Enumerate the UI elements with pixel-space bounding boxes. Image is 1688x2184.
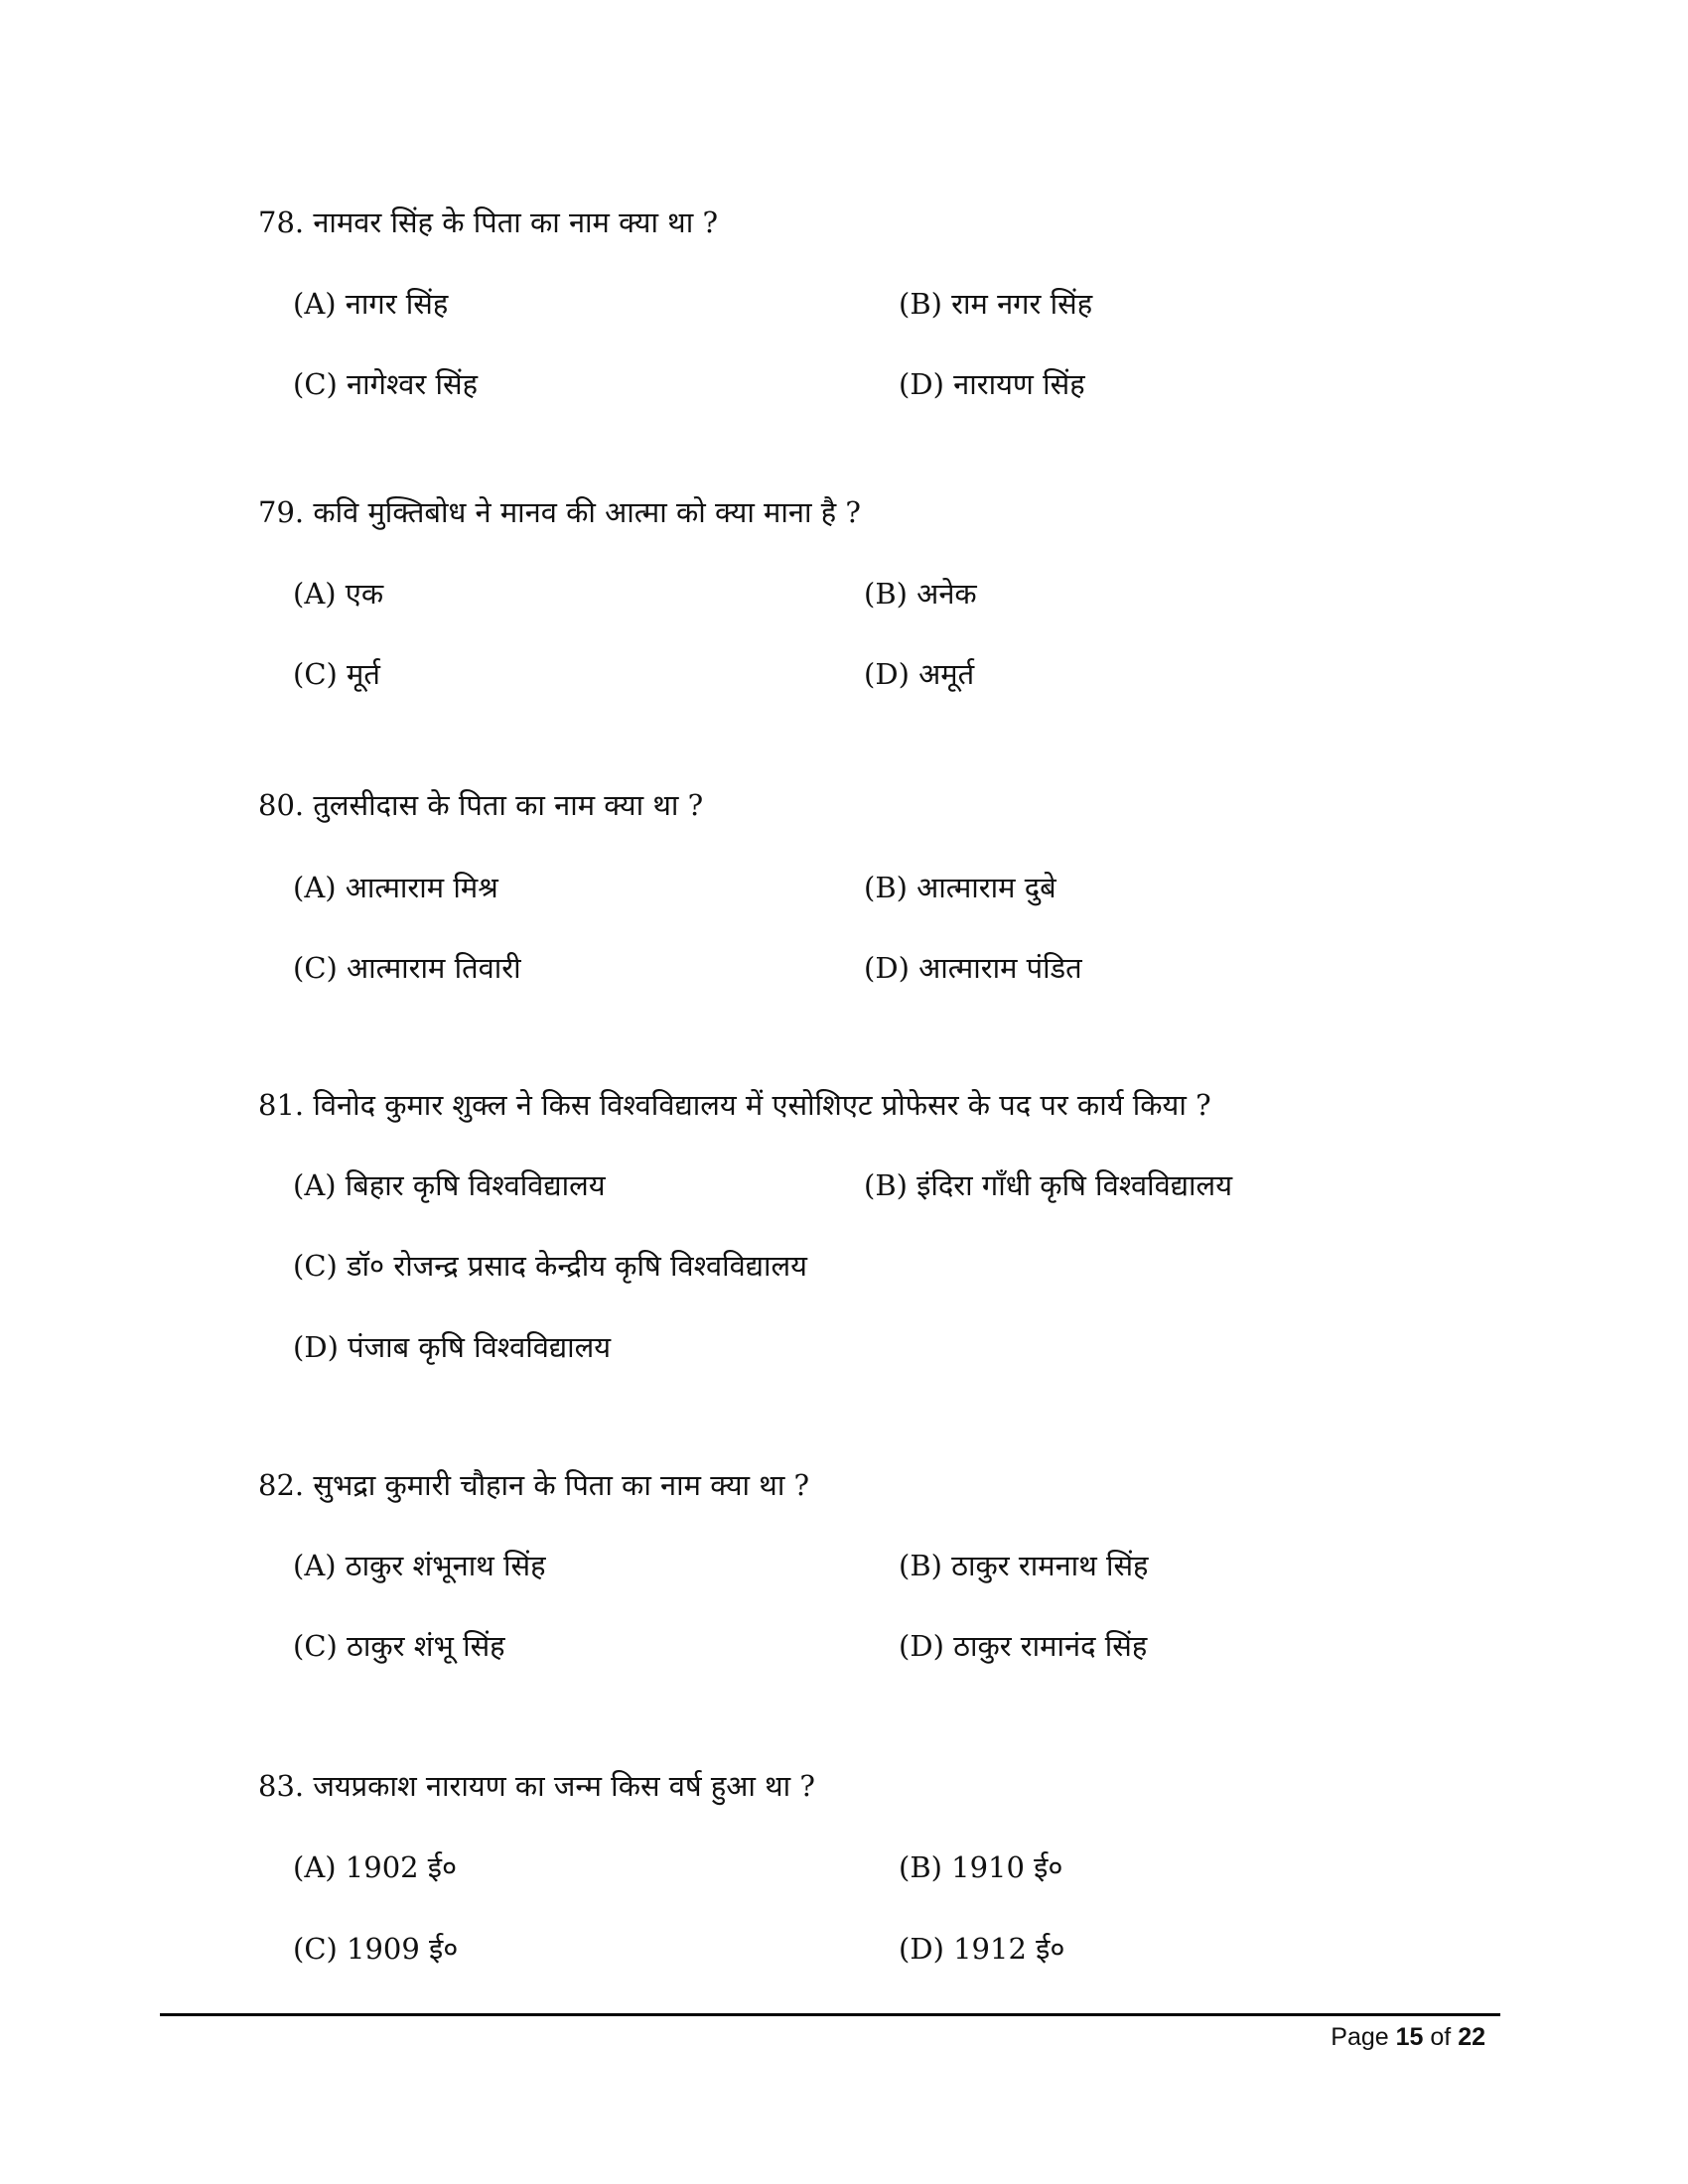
option-a: (A) ठाकुर शंभूनाथ सिंह: [293, 1549, 546, 1582]
current-page: 15: [1395, 2023, 1424, 2051]
page-label: Page: [1331, 2023, 1389, 2051]
option-b: (B) अनेक: [864, 577, 977, 611]
question-78: 78. नामवर सिंह के पिता का नाम क्या था ?: [258, 205, 718, 239]
total-pages: 22: [1458, 2023, 1485, 2051]
option-c: (C) 1909 ई०: [293, 1932, 459, 1966]
option-b: (B) आत्माराम दुबे: [864, 871, 1056, 904]
question-79: 79. कवि मुक्तिबोध ने मानव की आत्मा को क्या माना है ?: [258, 495, 861, 529]
option-c: (C) नागेश्वर सिंह: [293, 367, 479, 401]
option-a: (A) 1902 ई०: [293, 1850, 458, 1884]
option-d: (D) 1912 ई०: [899, 1932, 1065, 1966]
question-81: 81. विनोद कुमार शुक्ल ने किस विश्वविद्यालय में एसोशिएट प्रोफेसर के पद पर कार्य किया ?: [258, 1088, 1211, 1122]
option-c: (C) डॉ० रोजन्द्र प्रसाद केन्द्रीय कृषि विश्वविद्यालय: [293, 1249, 807, 1283]
page-number: [1331, 2023, 1485, 2052]
option-b: (B) 1910 ई०: [899, 1850, 1063, 1884]
option-d: (D) पंजाब कृषि विश्वविद्यालय: [293, 1330, 612, 1364]
option-d: (D) ठाकुर रामानंद सिंह: [899, 1629, 1148, 1663]
option-a: (A) एक: [293, 577, 384, 611]
option-b: (B) इंदिरा गाँधी कृषि विश्वविद्यालय: [864, 1168, 1233, 1202]
option-c: (C) आत्माराम तिवारी: [293, 951, 521, 985]
option-d: (D) अमूर्त: [864, 657, 975, 691]
option-a: (A) आत्माराम मिश्र: [293, 871, 498, 904]
option-c: (C) ठाकुर शंभू सिंह: [293, 1629, 505, 1663]
question-80: 80. तुलसीदास के पिता का नाम क्या था ?: [258, 788, 704, 822]
option-b: (B) राम नगर सिंह: [899, 287, 1093, 321]
option-a: (A) बिहार कृषि विश्वविद्यालय: [293, 1168, 606, 1202]
question-83: 83. जयप्रकाश नारायण का जन्म किस वर्ष हुआ था ?: [258, 1769, 815, 1803]
option-d: (D) आत्माराम पंडित: [864, 951, 1082, 985]
footer-divider: [160, 2013, 1500, 2016]
option-a: (A) नागर सिंह: [293, 287, 449, 321]
question-82: 82. सुभद्रा कुमारी चौहान के पिता का नाम क्या था ?: [258, 1468, 810, 1502]
option-b: (B) ठाकुर रामनाथ सिंह: [899, 1549, 1149, 1582]
option-c: (C) मूर्त: [293, 657, 380, 691]
of-label: of: [1430, 2023, 1452, 2051]
option-d: (D) नारायण सिंह: [899, 367, 1085, 401]
